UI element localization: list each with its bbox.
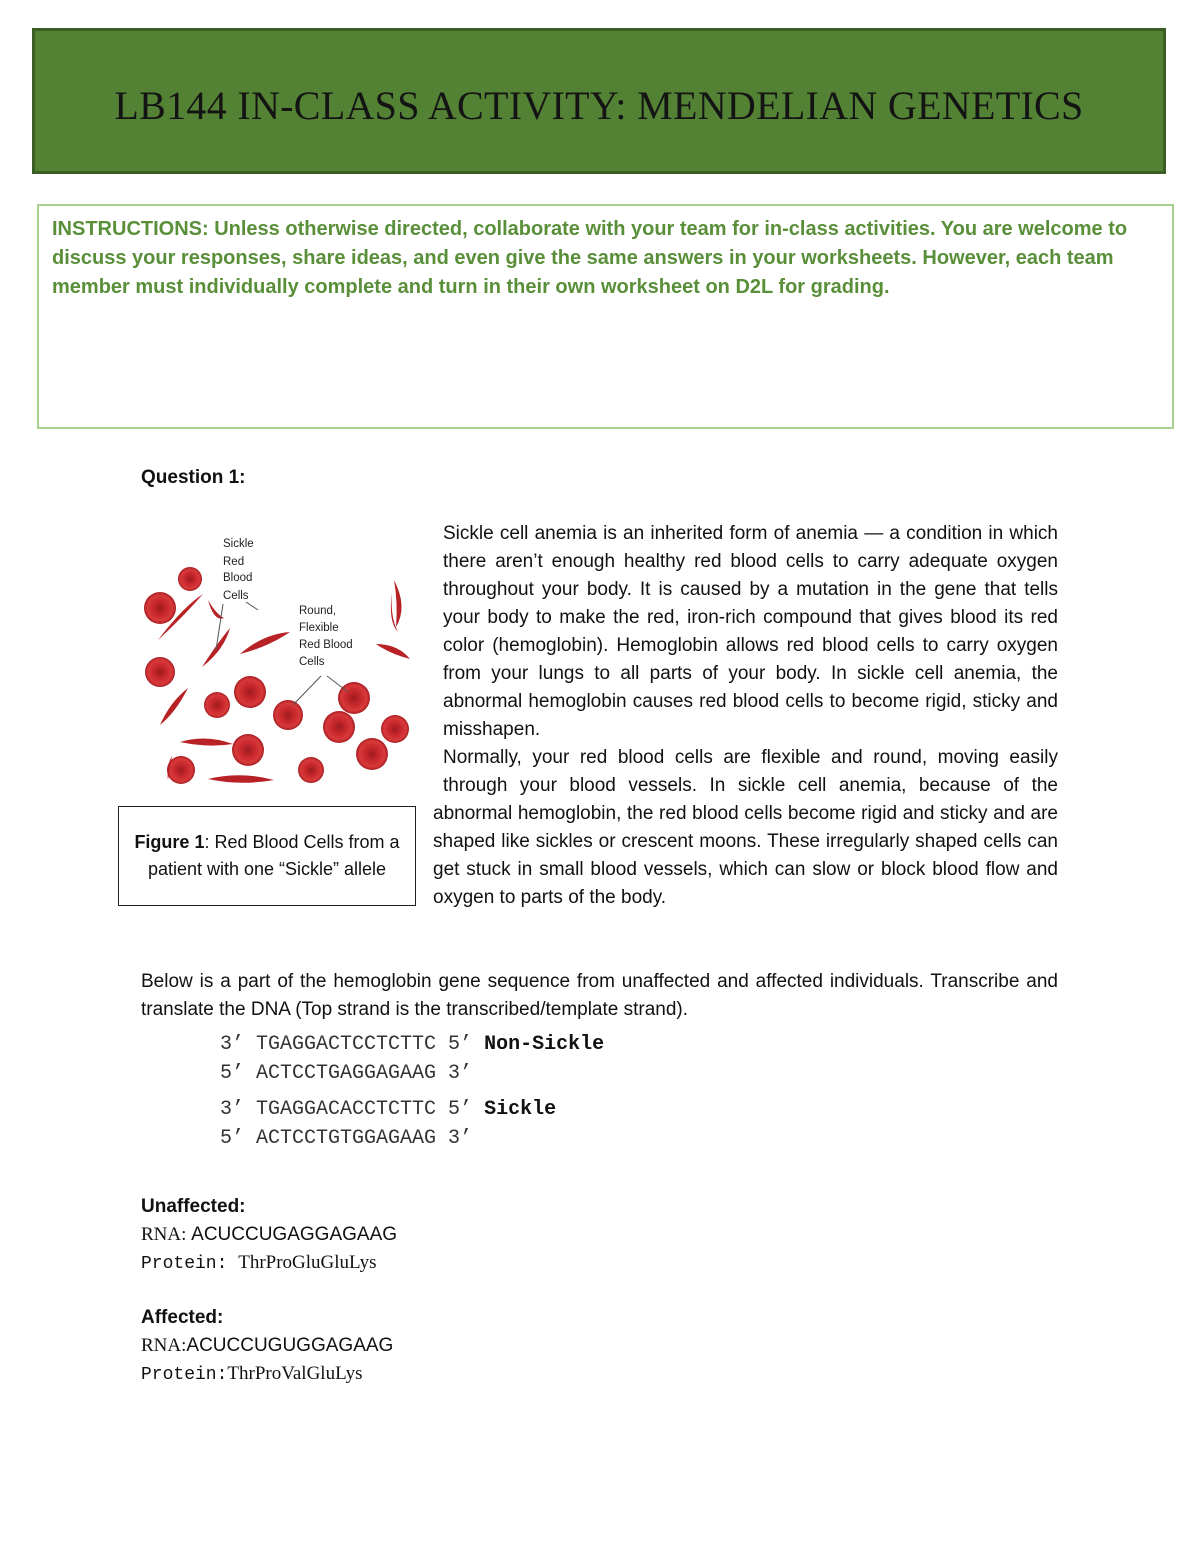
instructions-text: INSTRUCTIONS: Unless otherwise directed, collaborate with your team for in-class activities. You are welcome to discuss your responses, share ideas, and even give the same answers in your worksheets. However, each team member must individually complete and turn in their own worksheet on D2L for grading. [52, 218, 1128, 298]
unaffected-label: Unaffected: [141, 1196, 246, 1217]
unaffected-result [141, 1193, 397, 1278]
seq-sickle-top: 3’ TGAGGACACCTCTTC 5’ Sickle [220, 1098, 557, 1121]
caption-text: : Red Blood Cells from a patient with one “Sickle” allele [147, 832, 400, 879]
label-round-2: Flexible [299, 622, 339, 634]
caption-figure-number: Figure 1 [134, 832, 205, 852]
unaffected-rna: RNA: ACUCCUGAGGAGAAG [141, 1224, 398, 1245]
affected-label: Affected: [141, 1307, 224, 1328]
label-sickle-2: Red [223, 556, 245, 568]
seq-sickle-bottom: 5’ ACTCCTGTGGAGAAG 3’ [220, 1127, 473, 1150]
question-title: Question 1: [141, 467, 246, 488]
label-round-1: Round, [299, 605, 337, 617]
label-round-3: Red Blood [299, 639, 353, 651]
unaffected-protein: Protein: ThrProGluGluLys [141, 1252, 377, 1274]
affected-result [141, 1304, 393, 1389]
paragraph-sickle-cell-detail: Normally, your red blood cells are flexible and round, moving easily through your blood vessels. In sickle cell anemia, because of the abnormal hemoglobin, the red blood cells become rigid and sticky and are shaped like sickles or crescent moons. These irregularly shaped cells can get stuck in small blood vessels, which can slow or block blood flow and oxygen to parts of the body. [433, 747, 1058, 908]
label-sickle-3: Blood [223, 572, 253, 584]
description-text [141, 520, 1058, 912]
label-sickle-4: Cells [223, 590, 249, 602]
instructions-box [37, 204, 1174, 429]
label-sickle-1: Sickle [223, 538, 254, 550]
seq-nonsickle-top: 3’ TGAGGACTCCTCTTC 5’ Non-Sickle [220, 1033, 605, 1056]
page-title: LB144 IN-CLASS ACTIVITY: MENDELIAN GENETICS [114, 82, 1084, 128]
seq-nonsickle-bottom: 5’ ACTCCTGAGGAGAAG 3’ [220, 1062, 473, 1085]
seq-nonsickle-label: Non-Sickle [484, 1033, 605, 1056]
title-banner [32, 28, 1166, 174]
affected-protein: Protein:ThrProValGluLys [141, 1363, 363, 1385]
seq-sickle-label: Sickle [484, 1098, 557, 1121]
paragraph-sickle-cell-intro: Sickle cell anemia is an inherited form of anemia — a condition in which there aren’t enough healthy red blood cells to carry adequate oxygen throughout your body. It is caused by a mutation in the gene that tells your body to make the red, iron-rich compound that gives blood its red color (hemoglobin). Hemoglobin allows red blood cells to carry oxygen from your lungs to all parts of your body. In sickle cell anemia, the abnormal hemoglobin causes red blood cells to become rigid, sticky and misshapen. [443, 523, 1058, 740]
sequence-instructions: Below is a part of the hemoglobin gene sequence from unaffected and affected individuals. Transcribe and translate the DNA (Top strand is the transcribed/template strand). [141, 971, 1058, 1020]
affected-rna: RNA:ACUCCUGUGGAGAAG [141, 1335, 394, 1356]
label-round-4: Cells [299, 656, 325, 668]
